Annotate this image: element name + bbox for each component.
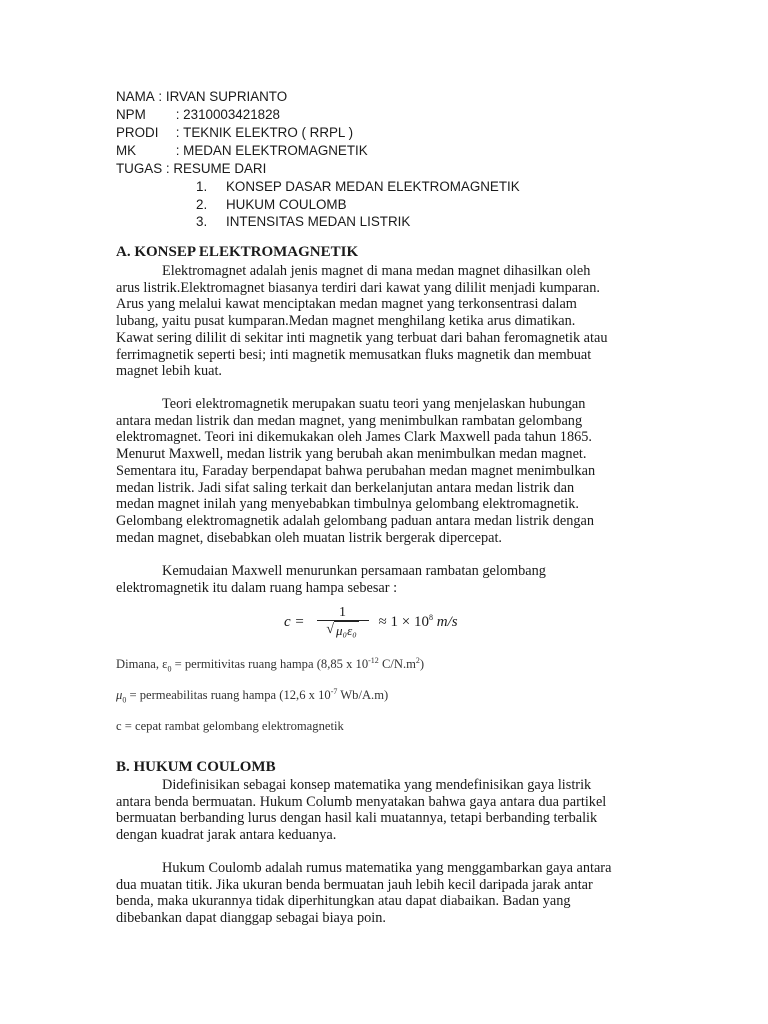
list-item-number: 2. [196, 196, 208, 212]
text-line: benda, maka ukurannya tidak diperhitungkan atau dapat diabaikan. Badan yang [116, 893, 571, 910]
text-line: Menurut Maxwell, medan listrik yang berubah akan menimbulkan medan magnet. [116, 446, 587, 463]
prodi-value: TEKNIK ELEKTRO ( RRPL ) [183, 125, 354, 140]
text-line: bermuatan berbanding lurus dengan hasil kali muatannya, tetapi berbanding terbalik [116, 810, 598, 827]
section-a-paragraph-2 [116, 396, 656, 546]
def-sub: 0 [122, 695, 127, 705]
text-line: Arus yang melalui kawat menciptakan medan magnet yang terkonsentrasi dalam [116, 296, 577, 313]
def-text: μ [116, 688, 123, 702]
wave-speed-formula [284, 605, 458, 639]
list-item-number: 3. [196, 214, 208, 229]
section-b-heading: B. HUKUM COULOMB [116, 759, 276, 775]
text-line: Hukum Coulomb adalah rumus matematika yang menggambarkan gaya antara [162, 860, 612, 876]
list-item [196, 178, 520, 196]
prodi-label: PRODI [116, 125, 159, 140]
name-value: IRVAN SUPRIANTO [165, 89, 288, 104]
def-sup: 2 [415, 655, 420, 665]
text-line: dengan kuadrat jarak antara keduanya. [116, 827, 337, 844]
section-b-paragraph-2 [116, 860, 656, 927]
formula-denominator-text: μ₀ε₀ [336, 623, 357, 638]
name-label: NAMA [116, 89, 155, 104]
def-text: Wb/A.m) [337, 688, 389, 702]
formula-approx: ≈ 1 × 10 [378, 613, 429, 630]
section-b-paragraph-1 [116, 777, 656, 844]
text-line: ferrimagnetik seperti besi; inti magnetik memusatkan fluks magnetik dan membuat [116, 346, 592, 363]
list-item-number: 1. [196, 179, 208, 194]
def-text: Dimana, ε [116, 657, 168, 671]
npm-value: 2310003421828 [183, 107, 280, 122]
def-sup: -7 [330, 686, 338, 696]
definition-epsilon [116, 657, 424, 672]
text-line: dibebankan dapat dianggap sebagai biaya poin. [116, 910, 386, 927]
text-line: arus listrik.Elektromagnet biasanya terdiri dari kawat yang dililit menjadi kumparan. [116, 279, 600, 296]
task-list [196, 178, 520, 231]
section-a-paragraph-1 [116, 263, 656, 380]
text-line: medan magnet inilah yang menyebabkan timbulnya gelombang elektromagnetik. [116, 496, 579, 513]
task-row [116, 160, 368, 178]
formula-numerator: 1 [339, 605, 347, 620]
text-line: medan magnet, disebabkan oleh muatan listrik bergerak dipercepat. [116, 529, 503, 546]
list-item [196, 213, 520, 231]
definition-c: c = cepat rambat gelombang elektromagnetik [116, 719, 344, 733]
sqrt-sign-icon: √ [326, 622, 335, 637]
text-line: elektromagnet. Teori ini dikemukakan oleh James Clark Maxwell pada tahun 1865. [116, 429, 592, 446]
text-line: Elektromagnet adalah jenis magnet di mana medan magnet dihasilkan oleh [162, 263, 591, 279]
text-line: medan listrik. Jadi sifat saling terkait dan berkelanjutan antara medan listrik dan [116, 479, 575, 496]
formula-exponent: 8 [428, 612, 433, 622]
mk-label: MK [116, 143, 137, 158]
def-text: C/N.m [378, 657, 416, 671]
name-row [116, 88, 368, 106]
def-sup: -12 [368, 655, 379, 665]
npm-row [116, 106, 368, 124]
text-line: dua muatan titik. Jika ukuran benda bermuatan jauh lebih kecil daripada jarak antar [116, 876, 593, 893]
name-separator: : [154, 89, 166, 104]
task-value: RESUME DARI [173, 161, 267, 176]
list-item-text: INTENSITAS MEDAN LISTRIK [226, 214, 411, 229]
text-line: Kemudaian Maxwell menurunkan persamaan rambatan gelombang [162, 563, 546, 579]
text-line: antara medan listrik dan medan magnet, yang menimbulkan rambatan gelombang [116, 412, 583, 429]
formula-rhs [379, 614, 458, 631]
formula-fraction [317, 605, 369, 639]
mk-separator: : [172, 143, 184, 158]
mk-row [116, 142, 368, 160]
npm-label: NPM [116, 107, 146, 122]
list-item [196, 196, 520, 214]
mk-value: MEDAN ELEKTROMAGNETIK [183, 143, 368, 158]
def-text: ) [419, 657, 425, 671]
text-line: Gelombang elektromagnetik adalah gelombang paduan antara medan listrik dengan [116, 512, 594, 529]
npm-separator: : [172, 107, 184, 122]
task-label: TUGAS [116, 161, 163, 176]
prodi-separator: : [172, 125, 184, 140]
text-line: magnet lebih kuat. [116, 363, 223, 380]
def-sub: 0 [167, 664, 172, 674]
prodi-row [116, 124, 368, 142]
list-item-text: KONSEP DASAR MEDAN ELEKTROMAGNETIK [226, 179, 520, 194]
formula-denominator [326, 621, 358, 639]
section-a-paragraph-3 [116, 563, 656, 596]
def-text: = permitivitas ruang hampa (8,85 x 10 [171, 657, 369, 671]
text-line: Kawat sering dililit di sekitar inti magnetik yang terbuat dari bahan feromagnetik atau [116, 329, 608, 346]
student-info [116, 88, 368, 178]
section-a-heading: A. KONSEP ELEKTROMAGNETIK [116, 244, 359, 260]
text-line: antara benda bermuatan. Hukum Columb menyatakan bahwa gaya antara dua partikel [116, 793, 607, 810]
formula-lhs: c = [284, 613, 305, 630]
definition-mu [116, 688, 388, 703]
def-text: = permeabilitas ruang hampa (12,6 x 10 [126, 688, 331, 702]
list-item-text: HUKUM COULOMB [226, 196, 347, 212]
text-line: lubang, yaitu pusat kumparan.Medan magnet menghilang ketika arus dimatikan. [116, 313, 576, 330]
text-line: elektromagnetik itu dalam ruang hampa sebesar : [116, 579, 398, 596]
text-line: Didefinisikan sebagai konsep matematika yang mendefinisikan gaya listrik [162, 777, 592, 793]
text-line: Teori elektromagnetik merupakan suatu teori yang menjelaskan hubungan [162, 396, 586, 412]
text-line: Sementara itu, Faraday berpendapat bahwa perubahan medan magnet menimbulkan [116, 462, 596, 479]
formula-unit: m/s [436, 613, 458, 630]
task-separator: : [162, 161, 174, 176]
